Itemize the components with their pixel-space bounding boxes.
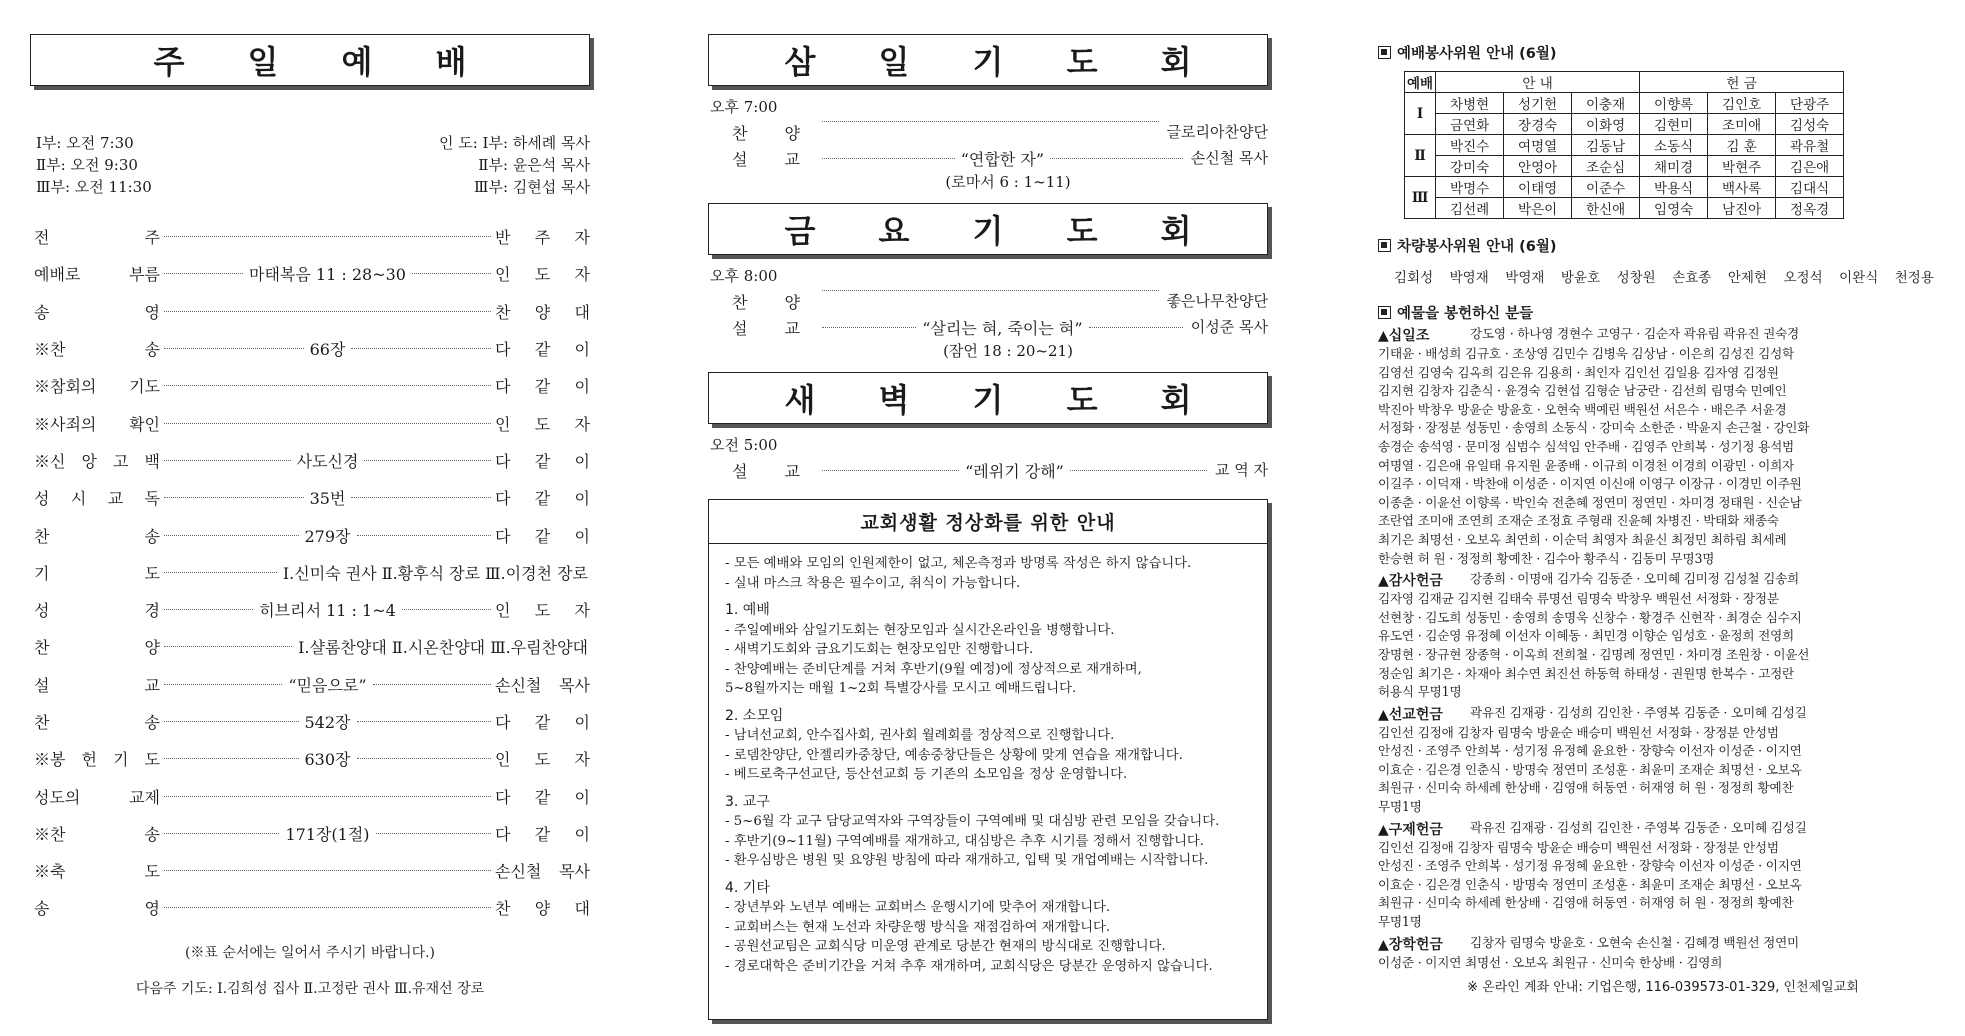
order-label: ※축 도 xyxy=(34,862,160,882)
standing-note: (※표 순서에는 일어서 주시기 바랍니다.) xyxy=(184,945,436,961)
service-time-1: Ⅰ부: 오전 7:30 xyxy=(36,134,134,152)
prayer-meetings-column xyxy=(708,0,1268,1036)
volunteer-name: 김 훈 xyxy=(1708,135,1776,156)
service-number: Ⅲ xyxy=(1405,177,1436,219)
order-row xyxy=(30,666,590,703)
order-performer: 반 주 자 xyxy=(495,228,590,248)
offering-names-line: 여명열 · 김은애 유일태 유지원 윤종배 · 이규희 이경천 이경희 이광민 · 이희자 xyxy=(1378,457,1795,473)
volunteer-name: 성기헌 xyxy=(1504,93,1572,114)
order-performer: 손신철 목사 xyxy=(495,675,590,695)
offering-names-line: 김지현 김창자 김춘식 · 윤경숙 김현섭 김형순 남궁란 · 김선희 림명숙 민예인 xyxy=(1378,383,1787,399)
order-performer: 찬 양 대 xyxy=(495,302,590,322)
table-row xyxy=(1405,114,1844,135)
notice-line: - 모든 예배와 모임의 인원제한이 없고, 체온측정과 방명록 작성은 하지 않습니다. xyxy=(725,556,1192,571)
car-volunteers-heading: 차량봉사위원 안내 (6월) xyxy=(1378,235,1948,256)
service-leader-3: Ⅲ부: 김현섭 목사 xyxy=(474,178,590,196)
offerings-list xyxy=(1378,325,1948,972)
order-label: 전 주 xyxy=(34,228,160,248)
wednesday-praise-team: 글로리아찬양단 xyxy=(1166,123,1268,141)
order-label: 기 도 xyxy=(34,563,160,583)
volunteer-name: 이준수 xyxy=(1572,177,1640,198)
order-row xyxy=(30,554,590,591)
offering-first-row xyxy=(1378,704,1948,724)
offering-names-line: 선현창 · 김도희 성동민 · 송영희 송명욱 신창수 · 황경주 신현작 · 최경순 심수지 xyxy=(1378,609,1802,625)
offering-names-line: 유도연 · 김순영 유정혜 이선자 이혜동 · 최민경 이향순 임성호 · 윤정희 전영희 xyxy=(1378,628,1795,644)
service-leader-2: Ⅱ부: 윤은석 목사 xyxy=(478,156,590,174)
order-content: 마태복음 11 : 28~30 xyxy=(249,265,406,285)
service-number: Ⅰ xyxy=(1405,93,1436,135)
notice-section-head: 4. 기타 xyxy=(725,879,770,896)
notice-line: 5~8월까지는 매월 1~2회 특별강사를 모시고 예배드립니다. xyxy=(725,681,1077,696)
order-label: 설 교 xyxy=(34,675,160,695)
offering-first-row xyxy=(1378,325,1948,345)
notice-line: - 후반기(9~11월) 구역예배를 재개하고, 대심방은 추후 시기를 정해서 진행합니다. xyxy=(725,833,1204,849)
table-row xyxy=(1405,93,1844,114)
offering-category xyxy=(1378,570,1948,702)
order-label: ※참회의 기도 xyxy=(34,377,160,397)
car-volunteer-name: 성창원 xyxy=(1616,270,1656,286)
order-row xyxy=(30,777,590,814)
order-content: 630장 xyxy=(304,750,351,770)
dawn-prayer-title: 새 벽 기 도 회 xyxy=(708,372,1268,424)
notice-line: - 5~6월 각 교구 담당교역자와 구역장들이 구역예배 및 대심방 관련 모임을 갖습니다. xyxy=(725,814,1220,829)
friday-preacher: 이성준 목사 xyxy=(1190,318,1268,336)
order-performer: 인 도 자 xyxy=(495,750,590,770)
order-row xyxy=(30,852,590,889)
friday-time: 오후 8:00 xyxy=(710,267,778,285)
offering-category xyxy=(1378,325,1948,568)
volunteer-name: 채미경 xyxy=(1640,156,1708,177)
table-header-row: 예배 안 내 헌 금 xyxy=(1405,72,1844,93)
car-volunteer-name: 박영재 xyxy=(1505,270,1545,286)
order-performer: 다 같 이 xyxy=(495,824,590,844)
order-row xyxy=(30,516,590,553)
offering-category-name: ▲장학헌금 xyxy=(1378,936,1443,953)
square-bullet-icon xyxy=(1378,46,1391,59)
order-row xyxy=(30,740,590,777)
volunteer-name: 이태영 xyxy=(1504,177,1572,198)
volunteer-name: 백사록 xyxy=(1708,177,1776,198)
next-week-prayer: 다음주 기도: Ⅰ.김희성 집사 Ⅱ.고정란 권사 Ⅲ.유재선 장로 xyxy=(135,981,485,997)
notice-line: - 베드로축구선교단, 등산선교회 등 기존의 소모임을 정상 운영합니다. xyxy=(725,767,1128,782)
volunteer-name: 김인호 xyxy=(1708,93,1776,114)
volunteer-name: 김대식 xyxy=(1776,177,1844,198)
offering-names-line: 곽유진 김재광 · 김성희 김인찬 · 주영복 김동준 · 오미혜 김성길 xyxy=(1470,819,1807,835)
friday-sermon-row: 설 교 “살리는 혀, 죽이는 혀” 이성준 목사 xyxy=(732,318,1268,338)
sunday-service-title: 주 일 예 배 xyxy=(30,34,590,86)
order-performer: 다 같 이 xyxy=(495,526,590,546)
order-row xyxy=(30,591,590,628)
dawn-sermon-row: 설 교 “레위기 강해” 교 역 자 xyxy=(732,461,1268,481)
church-life-notice xyxy=(708,499,1268,1020)
notice-section-head: 3. 교구 xyxy=(725,793,770,810)
order-label: ※찬 송 xyxy=(34,340,160,360)
online-account-info: ※ 온라인 계좌 안내: 기업은행, 116-039573-01-329, 인천제일교회 xyxy=(1467,980,1859,996)
volunteer-name: 임영숙 xyxy=(1640,198,1708,219)
friday-prayer-title: 금 요 기 도 회 xyxy=(708,203,1268,255)
volunteer-name: 박은이 xyxy=(1504,198,1572,219)
volunteer-name: 한신애 xyxy=(1572,198,1640,219)
order-label: ※사죄의 확인 xyxy=(34,414,160,434)
offering-names-line: 서정화 · 장정분 성동민 · 송영희 소동식 · 강미숙 소한준 · 박윤지 손근철 · 강인화 xyxy=(1378,420,1810,436)
volunteer-name: 김선례 xyxy=(1436,198,1504,219)
volunteer-name: 조미애 xyxy=(1708,114,1776,135)
order-row xyxy=(30,889,590,926)
order-content: 66장 xyxy=(309,340,346,360)
order-label: 성 시 교 독 xyxy=(34,489,160,509)
offering-category-name: ▲감사헌금 xyxy=(1378,573,1443,590)
volunteer-name: 김동남 xyxy=(1572,135,1640,156)
sermon-label: 설 교 xyxy=(732,150,800,169)
offering-names-line: 이종춘 · 이윤선 이향록 · 박인숙 전춘혜 정연미 정연민 · 차미경 정태원 · 신순남 xyxy=(1378,494,1802,510)
order-performer: 찬 양 대 xyxy=(495,899,590,919)
notice-line: - 공원선교팀은 교회식당 미운영 관계로 당분간 현재의 방식대로 진행합니다. xyxy=(725,939,1166,954)
dawn-preacher: 교 역 자 xyxy=(1214,461,1268,479)
wednesday-time: 오후 7:00 xyxy=(710,98,778,116)
order-row xyxy=(30,442,590,479)
offering-names-line: 강종희 · 이명애 김가숙 김동준 · 오미혜 김미정 김성철 김송희 xyxy=(1470,571,1800,587)
wednesday-praise-row xyxy=(708,121,1268,147)
offering-names-line: 이효순 · 김은경 인춘식 · 방명숙 정연미 조성훈 · 최윤미 조재순 최명선 · 오보옥 xyxy=(1378,876,1802,892)
wednesday-preacher: 손신철 목사 xyxy=(1190,149,1268,167)
offering-names-line: 이성준 · 이지연 최명선 · 오보옥 최원규 · 신미숙 한상배 · 김영희 xyxy=(1378,954,1723,970)
volunteer-name: 소동식 xyxy=(1640,135,1708,156)
order-label: ※신 앙 고 백 xyxy=(34,451,160,471)
table-row xyxy=(1405,177,1844,198)
order-performer: 다 같 이 xyxy=(495,713,590,732)
offering-names-line: 한승현 허 원 · 정정희 황예찬 · 김수아 황주식 · 김동미 무명3명 xyxy=(1378,550,1715,566)
service-leaders xyxy=(439,132,590,198)
volunteer-name: 이충재 xyxy=(1572,93,1640,114)
order-content: “믿음으로” xyxy=(288,675,367,695)
wednesday-sermon-ref: (로마서 6 : 1~11) xyxy=(945,173,1071,191)
table-row xyxy=(1405,198,1844,219)
volunteer-name: 강미숙 xyxy=(1436,156,1504,177)
order-performer: 인 도 자 xyxy=(495,265,590,285)
wednesday-sermon-title: “연합한 자” xyxy=(960,150,1045,169)
order-content: 히브리서 11 : 1~4 xyxy=(259,601,396,621)
volunteer-name: 박진수 xyxy=(1436,135,1504,156)
notice-line: - 찬양예배는 준비단계를 거쳐 후반기(9월 예정)에 정상적으로 재개하며, xyxy=(725,661,1142,677)
order-row xyxy=(30,255,590,292)
volunteer-name: 박명수 xyxy=(1436,177,1504,198)
offering-first-row xyxy=(1378,819,1948,839)
offering-names-line: 정순임 최기은 · 차재아 최수연 최진선 하동혁 하태성 · 권원명 한복수 · 고정란 xyxy=(1378,665,1795,681)
volunteers-offerings-column xyxy=(1378,0,1948,1036)
volunteer-name: 단광주 xyxy=(1776,93,1844,114)
notice-line: - 환우심방은 병원 및 요양원 방침에 따라 재개하고, 입택 및 개업예배는 시작합니다. xyxy=(725,853,1209,868)
dawn-time: 오전 5:00 xyxy=(710,436,778,454)
offering-names-line: 김자영 김재균 김지현 김태숙 류명선 림명숙 박창우 백원선 서정화 · 장정분 xyxy=(1378,591,1779,607)
square-bullet-icon xyxy=(1378,306,1391,319)
offering-names-line: 허용식 무명1명 xyxy=(1378,684,1462,700)
offering-category-name: ▲십일조 xyxy=(1378,328,1430,344)
table-row xyxy=(1405,156,1844,177)
offering-names-line: 기태윤 · 배성희 김규호 · 조상영 김민수 김병욱 김상남 · 이은희 김성진 김성학 xyxy=(1378,346,1795,361)
order-row xyxy=(30,367,590,404)
order-performer: 다 같 이 xyxy=(495,451,590,471)
order-label: 예배로 부름 xyxy=(34,265,160,285)
service-leader-1: 인 도: Ⅰ부: 하세례 목사 xyxy=(438,134,590,152)
volunteer-name: 이향록 xyxy=(1640,93,1708,114)
car-volunteer-name: 안제현 xyxy=(1727,270,1767,286)
car-volunteers-list xyxy=(1394,266,1934,286)
offering-category xyxy=(1378,934,1948,973)
offering-names-line: 송경순 송석영 · 문미정 심범수 심석임 안주배 · 김영주 안희복 · 성기정 용석범 xyxy=(1378,438,1795,454)
offering-names-line: 무명1명 xyxy=(1378,799,1422,815)
offering-category xyxy=(1378,704,1948,817)
table-row xyxy=(1405,135,1844,156)
order-row xyxy=(30,218,590,255)
notice-line: - 장년부와 노년부 예배는 교회버스 운행시기에 맞추어 재개합니다. xyxy=(725,900,1111,915)
order-row xyxy=(30,628,590,665)
volunteer-name: 남진아 xyxy=(1708,198,1776,219)
square-bullet-icon xyxy=(1378,239,1391,252)
notice-line: - 교회버스는 현재 노선과 차량운행 방식을 재점검하여 재개합니다. xyxy=(725,919,1111,935)
order-performer: 다 같 이 xyxy=(495,340,590,360)
praise-label: 찬 양 xyxy=(732,124,800,143)
order-label: 찬 송 xyxy=(34,526,160,546)
offering-names-line: 안성진 · 조영주 안희복 · 성기정 유정혜 윤요한 · 장향숙 이선자 이성준 · 이지연 xyxy=(1378,858,1802,874)
offering-names-line: 김창자 림명숙 방윤호 · 오현숙 손신철 · 김혜경 백원선 정연미 xyxy=(1470,934,1800,950)
volunteer-name: 곽유철 xyxy=(1776,135,1844,156)
offering-names-line: 무명1명 xyxy=(1378,914,1422,930)
notice-section-head: 1. 예배 xyxy=(725,602,770,618)
car-volunteer-name: 손효종 xyxy=(1672,270,1712,286)
service-number: Ⅱ xyxy=(1405,135,1436,177)
order-content: Ⅰ.신미숙 권사 Ⅱ.황후식 장로 Ⅲ.이경천 장로 xyxy=(282,563,588,583)
order-content: 사도신경 xyxy=(296,451,359,471)
car-volunteer-name: 천정용 xyxy=(1894,270,1934,286)
order-label: 찬 양 xyxy=(34,638,160,658)
notice-line: - 남녀선교회, 안수집사회, 권사회 월례회를 정상적으로 진행합니다. xyxy=(725,728,1115,743)
order-row xyxy=(30,815,590,852)
offering-first-row xyxy=(1378,934,1948,954)
offering-names-line: 김영선 김영숙 김옥희 김은유 김용희 · 최인자 김인선 김일용 김자영 김정원 xyxy=(1378,364,1779,380)
order-label: 찬 송 xyxy=(34,713,160,732)
notice-line: - 로뎀찬양단, 안젤리카중창단, 예송중창단들은 상황에 맞게 연습을 재개합니다. xyxy=(725,747,1183,763)
offering-names-line: 최원규 · 신미숙 하세례 한상배 · 김영애 허동연 · 허재영 허 원 · 정정희 황예찬 xyxy=(1378,780,1794,796)
order-label: 송 영 xyxy=(34,899,160,919)
offering-names-line: 김인선 김정애 김창자 림명숙 방윤순 배승미 백원선 서정화 · 장정분 안성범 xyxy=(1378,724,1779,740)
order-row xyxy=(30,293,590,330)
order-label: 성 경 xyxy=(34,601,160,621)
order-content: 171장(1절) xyxy=(285,824,370,844)
order-content: 279장 xyxy=(304,526,351,546)
car-volunteer-name: 이완식 xyxy=(1839,270,1879,286)
car-volunteer-name: 박영재 xyxy=(1449,270,1489,286)
car-volunteer-name: 김회성 xyxy=(1394,270,1434,286)
order-performer: 손신철 목사 xyxy=(495,862,590,882)
order-performer: 인 도 자 xyxy=(495,414,590,434)
order-label: 송 영 xyxy=(34,302,160,322)
order-row xyxy=(30,703,590,740)
notice-line: - 새벽기도회와 금요기도회는 현장모임만 진행합니다. xyxy=(725,642,1034,657)
offering-category xyxy=(1378,819,1948,932)
volunteer-name: 이화영 xyxy=(1572,114,1640,135)
offering-first-row xyxy=(1378,570,1948,590)
offering-category-name: ▲선교헌금 xyxy=(1378,706,1443,723)
offerings-heading: 예물을 봉헌하신 분들 xyxy=(1378,302,1948,323)
volunteer-name: 조순심 xyxy=(1572,156,1640,177)
offering-names-line: 곽유진 김재광 · 김성희 김인찬 · 주영복 김동준 · 오미혜 김성길 xyxy=(1470,704,1807,720)
order-content: 35번 xyxy=(309,489,346,509)
notice-line: - 경로대학은 준비기간을 거쳐 추후 재개하며, 교회식당은 당분간 운영하지 않습니다. xyxy=(725,958,1213,974)
service-times xyxy=(36,132,152,198)
volunteer-name: 박용식 xyxy=(1640,177,1708,198)
volunteer-name: 정옥경 xyxy=(1776,198,1844,219)
friday-praise-team: 좋은나무찬양단 xyxy=(1166,292,1268,310)
volunteer-name: 안영아 xyxy=(1504,156,1572,177)
order-performer: 인 도 자 xyxy=(495,601,590,621)
car-volunteer-name: 오정석 xyxy=(1783,270,1823,286)
offering-names-line: 최기은 최명선 · 오보옥 최연희 · 이순덕 최영자 최윤신 최정민 최하림 최세례 xyxy=(1378,531,1787,547)
dawn-sermon-title: “레위기 강해” xyxy=(965,462,1064,481)
order-performer: 다 같 이 xyxy=(495,787,590,807)
offering-names-line: 이효순 · 김은경 인춘식 · 방명숙 정연미 조성훈 · 최윤미 조재순 최명선 · 오보옥 xyxy=(1378,761,1802,777)
service-time-3: Ⅲ부: 오전 11:30 xyxy=(36,178,152,196)
offering-names-line: 안성진 · 조영주 안희복 · 성기정 유정혜 윤요한 · 장향숙 이선자 이성준 · 이지연 xyxy=(1378,743,1802,759)
offering-category-name: ▲구제헌금 xyxy=(1378,821,1443,838)
order-label: ※봉 헌 기 도 xyxy=(34,750,160,770)
order-content: 542장 xyxy=(304,713,351,732)
offering-names-line: 박진아 박창우 방윤순 방윤호 · 오현숙 백예린 백원선 서은수 · 배은주 서윤경 xyxy=(1378,401,1787,417)
notice-section-head: 2. 소모임 xyxy=(725,707,784,724)
offering-names-line: 김인선 김정애 김창자 림명숙 방윤순 배승미 백원선 서정화 · 장정분 안성범 xyxy=(1378,839,1779,855)
order-row xyxy=(30,479,590,516)
wednesday-prayer-title: 삼 일 기 도 회 xyxy=(708,34,1268,86)
service-time-2: Ⅱ부: 오전 9:30 xyxy=(36,156,138,174)
notice-line: - 주일예배와 삼일기도회는 현장모임과 실시간온라인을 병행합니다. xyxy=(725,622,1115,638)
order-of-worship xyxy=(30,218,590,927)
notice-title: 교회생활 정상화를 위한 안내 xyxy=(709,500,1267,544)
volunteer-name: 박현주 xyxy=(1708,156,1776,177)
volunteer-name: 김현미 xyxy=(1640,114,1708,135)
order-row xyxy=(30,404,590,441)
offering-names-line: 이길주 · 이덕재 · 박찬애 이성준 · 이지연 이신애 이영구 이장규 · 이경민 이주원 xyxy=(1378,476,1802,492)
notice-body xyxy=(709,544,1267,976)
volunteer-name: 김성숙 xyxy=(1776,114,1844,135)
order-content: Ⅰ.샬롬찬양대 Ⅱ.시온찬양대 Ⅲ.우림찬양대 xyxy=(298,638,588,658)
worship-volunteers-heading: 예배봉사위원 안내 (6월) xyxy=(1378,42,1948,63)
order-label: ※찬 송 xyxy=(34,824,160,844)
order-label: 성도의 교제 xyxy=(34,787,160,807)
offering-names-line: 장명현 · 장규현 장종혁 · 이옥희 전희철 · 김명례 정연민 · 차미경 조원창 · 이윤선 xyxy=(1378,646,1810,662)
notice-line: - 실내 마스크 착용은 필수이고, 취식이 가능합니다. xyxy=(725,575,1021,591)
car-volunteer-name: 방윤호 xyxy=(1560,270,1601,286)
friday-sermon-title: “살리는 혀, 죽이는 혀” xyxy=(922,319,1083,338)
volunteer-name: 금연화 xyxy=(1436,114,1504,135)
worship-volunteers-table xyxy=(1404,71,1844,219)
offering-names-line: 강도영 · 하나영 경현수 고영구 · 김순자 곽유림 곽유진 권숙경 xyxy=(1470,326,1800,341)
order-row xyxy=(30,330,590,367)
friday-sermon-ref: (잠언 18 : 20~21) xyxy=(943,342,1073,360)
friday-praise-row: 찬 양 좋은나무찬양단 xyxy=(732,292,1268,312)
volunteer-name: 김은애 xyxy=(1776,156,1844,177)
order-performer: 다 같 이 xyxy=(495,377,590,397)
sunday-service-column xyxy=(30,0,590,1036)
order-performer: 다 같 이 xyxy=(495,489,590,509)
offering-names-line: 최원규 · 신미숙 하세례 한상배 · 김영애 허동연 · 허재영 허 원 · 정정희 황예찬 xyxy=(1378,895,1794,911)
volunteer-name: 차병현 xyxy=(1436,93,1504,114)
wednesday-sermon-row xyxy=(708,147,1268,173)
offering-names-line: 조란엽 조미애 조연희 조재순 조정효 주형래 진윤혜 차병진 · 박태화 채종숙 xyxy=(1378,513,1779,529)
volunteer-name: 장경숙 xyxy=(1504,114,1572,135)
volunteer-name: 여명열 xyxy=(1504,135,1572,156)
